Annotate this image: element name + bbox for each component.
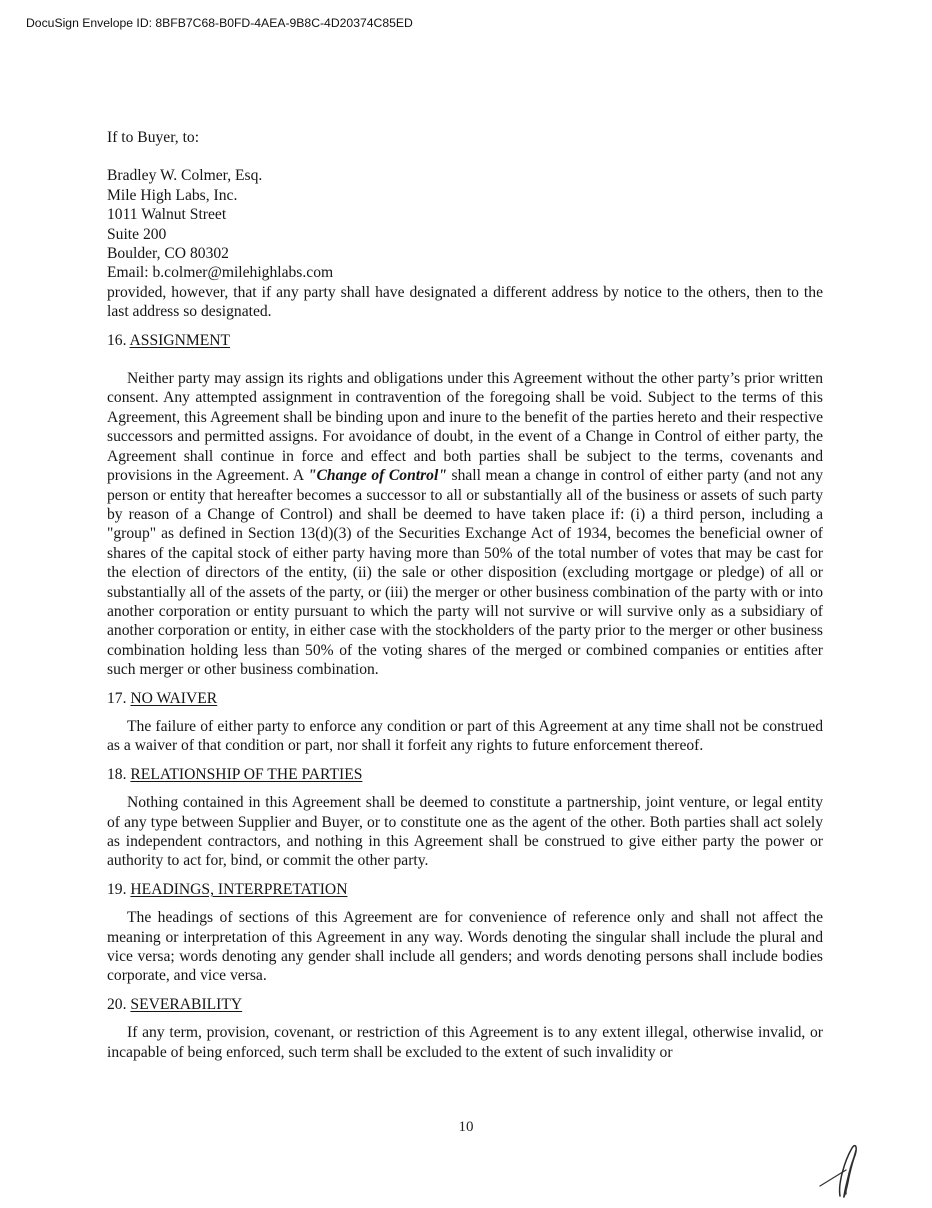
address-line-street: 1011 Walnut Street (107, 206, 227, 224)
address-line-company: Mile High Labs, Inc. (107, 186, 238, 204)
section-19-title: HEADINGS, INTERPRETATION (130, 880, 348, 898)
section-18-title: RELATIONSHIP OF THE PARTIES (130, 765, 363, 783)
section-20-heading (107, 995, 823, 1014)
address-line-suite: Suite 200 (107, 225, 167, 243)
section-17-heading (107, 689, 823, 708)
section-18-body: Nothing contained in this Agreement shall be deemed to constitute a partnership, joint venture, or legal entity of any type between Supplier and Buyer, or to constitute one as the agent of the other. Both parties shall act solely as independent contractors, and nothing in this Agreement shall be construed to give either party the power or authority to act for, bind, or commit the other party. (107, 794, 823, 870)
section-17-title: NO WAIVER (130, 689, 218, 707)
notice-intro: If to Buyer, to: (107, 129, 200, 146)
handwritten-initials-icon (816, 1140, 866, 1202)
section-16-body-part1: Neither party may assign its rights and obligations under this Agreement without the other party’s prior written consent. Any attempted assignment in contravention of the foregoing shall be void. Subject to the terms of this Agreement, this Agreement shall be binding upon and inure to the benefit of the parties hereto and their respective successors and permitted assigns. For avoidance of doubt, in the event of a Change in Control of either party, the Agreement shall continue in force and effect and both parties shall be subject to the terms, covenants and provisions in the Agreement. A (107, 370, 823, 485)
section-16-body-part2: shall mean a change in control of either party (and not any person or entity that hereafter becomes a successor to all or substantially all of the business or assets of such party by reason of a Change of Control) and shall be deemed to have taken place if: (i) a third person, including a "group" as defined in Section 13(d)(3) of the Securities Exchange Act of 1934, becomes the beneficial owner of shares of the capital stock of either party having more than 50% of the total number of votes that may be cast for the election of directors of the entity, (ii) the sale or other disposition (excluding mortgage or pledge) of all or substantially all of the assets of the party, or (iii) the merger or other business combination of the party with or into another corporation or entity pursuant to which the party will not survive or will survive only as a subsidiary of another corporation or entity, in either case with the stockholders of the party prior to the merger or other business combination holding less than 50% of the voting shares of the merged or combined companies or entities after such merger or other business combination. (107, 467, 823, 679)
address-line-email: Email: b.colmer@milehighlabs.com (107, 264, 334, 282)
page-number: 10 (458, 1119, 474, 1135)
change-of-control-term: "Change of Control" (307, 467, 447, 485)
address-line-name: Bradley W. Colmer, Esq. (107, 167, 263, 185)
section-19-number: 19. (107, 880, 127, 898)
section-17-number: 17. (107, 689, 127, 707)
section-18-heading (107, 765, 823, 784)
document-page (107, 128, 823, 1062)
section-20-number: 20. (107, 995, 127, 1013)
section-18-number: 18. (107, 765, 127, 783)
section-16-body (107, 369, 823, 680)
section-20-title: SEVERABILITY (130, 995, 243, 1013)
buyer-address-block (107, 166, 823, 282)
section-19-body: The headings of sections of this Agreement are for convenience of reference only and shall not affect the meaning or interpretation of this Agreement in any way. Words denoting the singular shall include the plural and vice versa; words denoting any gender shall include all genders; and words denoting persons shall include bodies corporate, and vice versa. (107, 909, 823, 985)
docusign-envelope-id: DocuSign Envelope ID: 8BFB7C68-B0FD-4AEA-9B8C-4D20374C85ED (26, 16, 413, 30)
address-line-city: Boulder, CO 80302 (107, 245, 229, 263)
section-19-heading (107, 880, 823, 899)
section-16-heading (107, 331, 823, 350)
notice-proviso: provided, however, that if any party shall have designated a different address by notice to the others, then to the last address so designated. (107, 283, 823, 321)
section-16-number: 16. (107, 331, 127, 349)
section-17-body: The failure of either party to enforce any condition or part of this Agreement at any time shall not be construed as a waiver of that condition or part, nor shall it forfeit any rights to future enforcement thereof. (107, 717, 823, 755)
section-16-title: ASSIGNMENT (129, 331, 231, 349)
section-20-body: If any term, provision, covenant, or restriction of this Agreement is to any extent illegal, otherwise invalid, or incapable of being enforced, such term shall be excluded to the extent of such invalidity or (107, 1024, 823, 1061)
